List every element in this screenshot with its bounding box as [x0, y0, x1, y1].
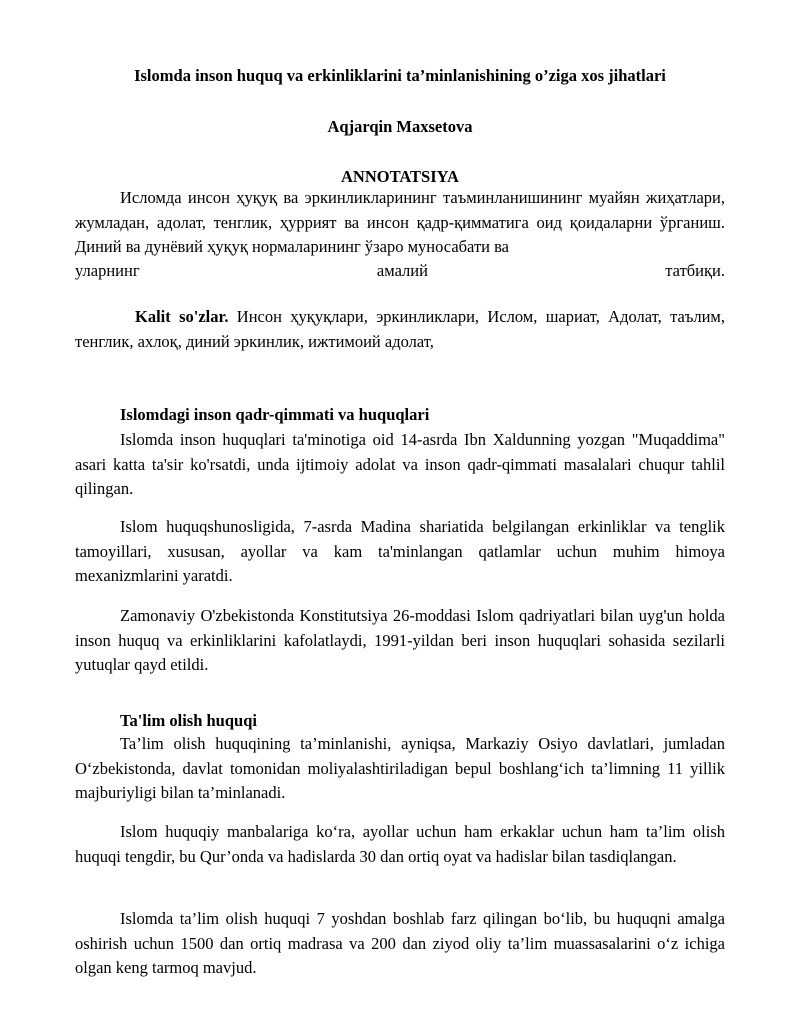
annotation-word: амалий: [376, 261, 428, 280]
annotation-paragraph: Исломда инсон ҳуқуқ ва эркинликларининг таъминланишининг муайян жиҳатлари, жумладан, адолат, тенглик, ҳуррият ва инсон қадр-қимматига оид қоидаларни ўрганиш. Диний ва дунёвий ҳуқуқ нормаларининг ўзаро муносабати ва: [75, 188, 725, 256]
section1-heading: Islomdagi inson qadr-qimmati va huquqlari: [120, 405, 430, 424]
document-author: Aqjarqin Maxsetova: [327, 117, 473, 136]
section1-paragraph-3: Zamonaviy O'zbekistonda Konstitutsiya 26-moddasi Islom qadriyatlari bilan uyg'un holda inson huquq va erkinliklarini kafolatlaydi, 1991-yildan beri inson huquqlari sohasida sezilarli yutuqlar qayd etildi.: [75, 606, 725, 674]
section1-paragraph-1: Islomda inson huquqlari ta'minotiga oid 14-asrda Ibn Xaldunning yozgan "Muqaddima" asari katta ta'sir ko'rsatdi, unda ijtimoiy adolat va inson qadr-qimmati masalalari chuqur tahlil qilingan.: [75, 430, 725, 498]
annotation-heading: ANNOTATSIYA: [341, 167, 459, 186]
section2-heading: Ta'lim olish huquqi: [120, 711, 257, 730]
annotation-word: татбиқи.: [665, 261, 725, 280]
section2-paragraph-2: Islom huquqiy manbalariga ko‘ra, ayollar uchun ham erkaklar uchun ham ta’lim olish huquqi tengdir, bu Qur’onda va hadislarda 30 dan ortiq oyat va hadislar bilan tasdiqlangan.: [75, 822, 725, 866]
section1-paragraph-2: Islom huquqshunosligida, 7-asrda Madina shariatida belgilangan erkinliklar va tenglik tamoyillari, xususan, ayollar va kam ta'minlangan qatlamlar uchun muhim himoya mexanizmlarini yaratdi.: [75, 517, 725, 585]
annotation-last-line: [75, 259, 725, 284]
keywords-paragraph: [75, 305, 725, 354]
section2-paragraph-1: Ta’lim olish huquqining ta’minlanishi, ayniqsa, Markaziy Osiyo davlatlari, jumladan O‘zbekistonda, davlat tomonidan moliyalashtiriladigan bepul boshlang‘ich ta’limning 11 yillik majburiyligi bilan ta’minlanadi.: [75, 734, 725, 802]
keywords-text: Инсон ҳуқуқлари, эркинликлари, Ислом, шариат, Адолат, таълим, тенглик, ахлоқ, диний эркинлик, ижтимоий адолат,: [75, 307, 725, 351]
section2-paragraph-3: Islomda ta’lim olish huquqi 7 yoshdan boshlab farz qilingan bo‘lib, bu huquqni amalga oshirish uchun 1500 dan ortiq madrasa va 200 dan ziyod oliy ta’lim muassasalarini o‘z ichiga olgan keng tarmoq mavjud.: [75, 909, 725, 977]
annotation-word: уларнинг: [75, 261, 140, 280]
document-title: Islomda inson huquq va erkinliklarini ta’minlanishining o’ziga xos jihatlari: [134, 66, 666, 85]
keywords-label: Kalit so'zlar.: [135, 307, 229, 326]
